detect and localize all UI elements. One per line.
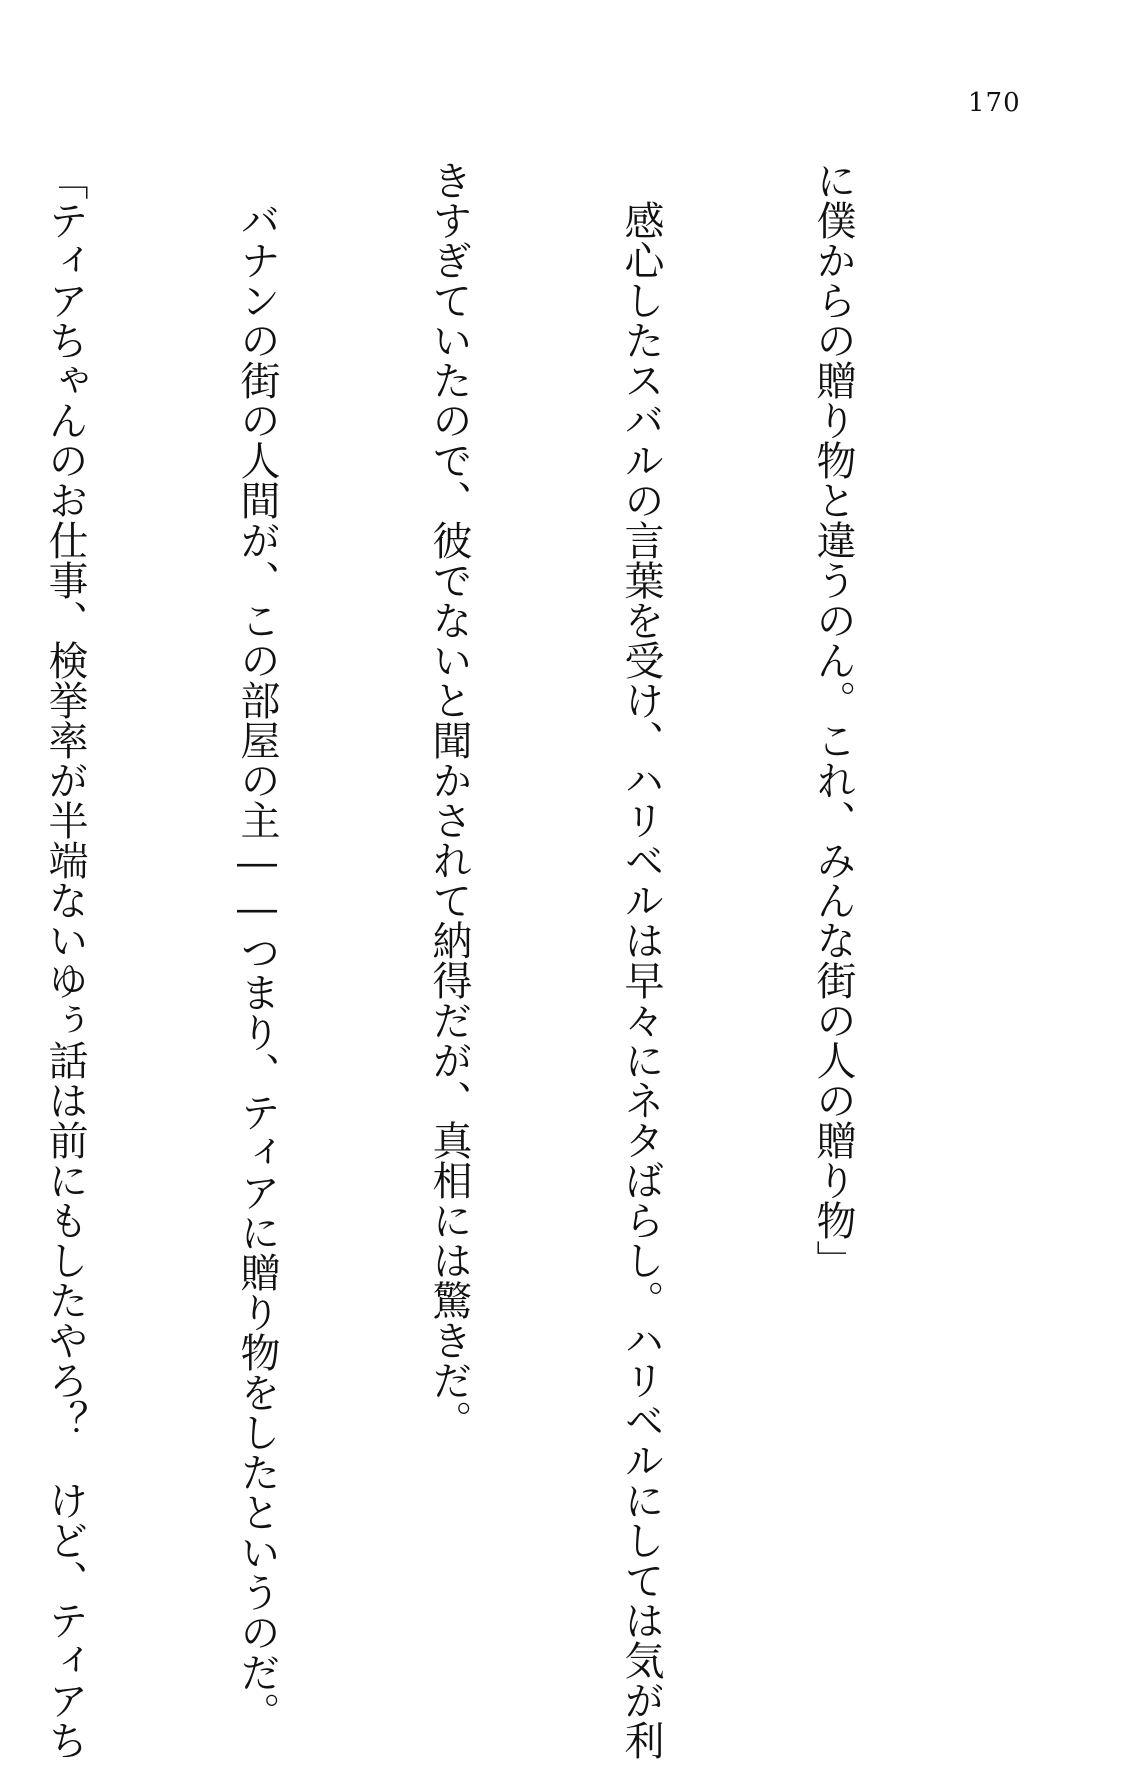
page-number: 170 xyxy=(968,88,1021,118)
text-line: 感心したスバルの言葉を受け、ハリベルは早々にネタばらし。ハリベルにしては気が利 xyxy=(618,160,664,1760)
text-line: に僕からの贈り物と違うのん。これ、みんな街の人の贈り物」 xyxy=(810,160,856,1280)
text-line: きすぎていたので、彼でないと聞かされて納得だが、真相には驚きだ。 xyxy=(426,160,472,1440)
novel-text-block xyxy=(42,160,993,1760)
text-line: バナンの街の人間が、この部屋の主――つまり、ティアに贈り物をしたというのだ。 xyxy=(234,160,280,1732)
text-line: 「ティアちゃんのお仕事、検挙率が半端ないゆぅ話は前にもしたやろ？ けど、ティアち xyxy=(42,160,88,1760)
